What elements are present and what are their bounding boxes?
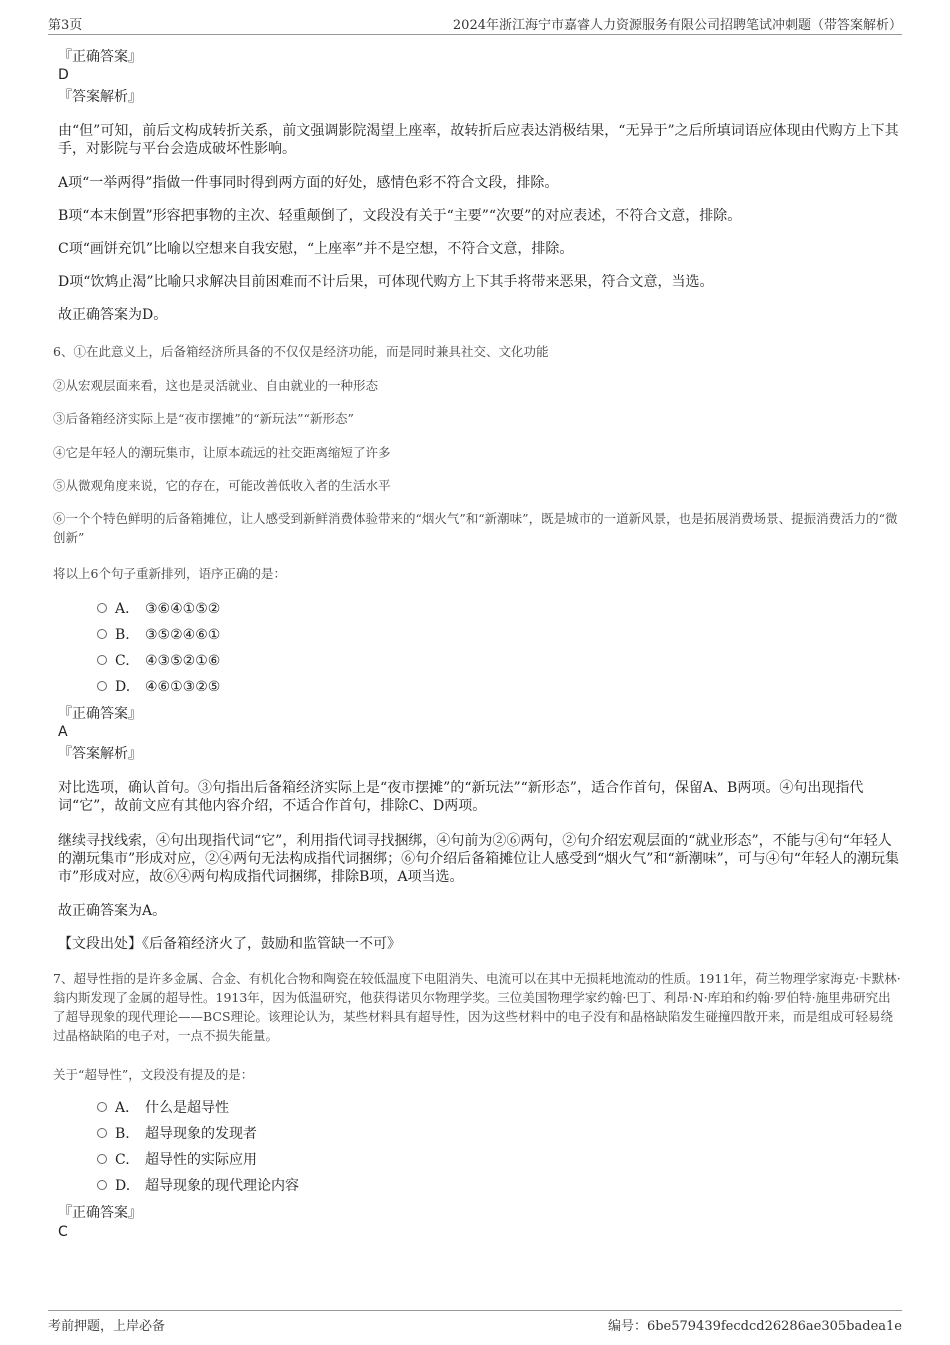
analysis-label: 『答案解析』 — [58, 746, 142, 762]
question-prompt: 关于“超导性”，文段没有提及的是： — [53, 1067, 254, 1082]
analysis-paragraph: D项“饮鸩止渴”比喻只求解决目前困难而不计后果，可体现代购方上下其手将带来恶果，符合文意，当选。 — [58, 274, 714, 290]
source-citation: 【文段出处】《后备箱经济火了，鼓励和监管缺一不可》 — [58, 936, 401, 952]
option-key: A． — [115, 601, 140, 617]
analysis-paragraph: A项“一举两得”指做一件事同时得到两方面的好处，感情色彩不符合文段，排除。 — [58, 175, 559, 191]
question-prompt: 将以上6个句子重新排列，语序正确的是： — [53, 566, 286, 581]
analysis-label: 『答案解析』 — [58, 89, 142, 105]
analysis-paragraph: 对比选项，确认首句。③句指出后备箱经济实际上是“夜市摆摊”的“新玩法”“新形态”，适合作首句，保留A、B两项。④句出现指代词“它”，故前文应有其他内容介绍，不适合作首句，排除C、D两项。 — [58, 780, 864, 814]
answer-label: 『正确答案』 — [58, 49, 142, 65]
analysis-paragraph: 继续寻找线索，④句出现指代词“它”，利用指代词寻找捆绑，④句前为②⑥两句，②句介绍宏观层面的“就业形态”，不能与④句“年轻人的潮玩集市”形成对应，②④两句无法构成指代词捆绑；⑥句介绍后备箱摊位让人感受到“烟火气”和“新潮味”，可与④句“年轻人的潮玩集市”形成对应，故⑥④两句构成指代词捆绑，排除B项，A项当选。 — [58, 833, 899, 885]
radio-icon[interactable] — [97, 1102, 107, 1112]
option-text: ④③⑤②①⑥ — [145, 653, 221, 669]
option-text: 超导现象的现代理论内容 — [145, 1178, 299, 1194]
answer-value: A — [58, 724, 68, 740]
option-key: D. — [115, 679, 131, 695]
footer-slogan: 考前押题，上岸必备 — [48, 1319, 166, 1334]
radio-icon[interactable] — [97, 629, 107, 639]
question-sentence: ⑤从微观角度来说，它的存在，可能改善低收入者的生活水平 — [53, 478, 391, 493]
answer-label: 『正确答案』 — [58, 706, 142, 722]
page-footer — [48, 1310, 902, 1339]
document-code: 编号：6be579439fecdcd26286ae305badea1e — [607, 1319, 902, 1334]
option-text: 超导现象的发现者 — [145, 1126, 257, 1142]
question-sentence: ④它是年轻人的潮玩集市，让原本疏远的社交距离缩短了许多 — [53, 445, 391, 460]
analysis-paragraph: B项“本末倒置”形容把事物的主次、轻重颠倒了，文段没有关于“主要”“次要”的对应表述，不符合文意，排除。 — [58, 208, 742, 224]
option-a[interactable] — [97, 1099, 229, 1117]
option-key: B. — [115, 627, 130, 643]
option-text: 什么是超导性 — [145, 1100, 229, 1116]
option-key: C. — [115, 1152, 130, 1168]
option-key: D. — [115, 1178, 131, 1194]
option-text: 超导性的实际应用 — [145, 1152, 257, 1168]
analysis-paragraph: C项“画饼充饥”比喻以空想来自我安慰，“上座率”并不是空想，不符合文意，排除。 — [58, 241, 574, 257]
question-sentence: ③后备箱经济实际上是“夜市摆摊”的“新玩法”“新形态” — [53, 411, 354, 426]
option-text: ③⑥④①⑤② — [145, 601, 221, 617]
option-c[interactable] — [97, 1151, 257, 1169]
radio-icon[interactable] — [97, 655, 107, 665]
option-text: ③⑤②④⑥① — [145, 627, 221, 643]
question-sentence: ②从宏观层面来看，这也是灵活就业、自由就业的一种形态 — [53, 378, 379, 393]
document-title: 2024年浙江海宁市嘉睿人力资源服务有限公司招聘笔试冲刺题（带答案解析） — [452, 18, 902, 33]
radio-icon[interactable] — [97, 681, 107, 691]
option-d[interactable] — [97, 678, 220, 696]
radio-icon[interactable] — [97, 1128, 107, 1138]
option-text: ④⑥①③②⑤ — [145, 679, 221, 695]
radio-icon[interactable] — [97, 603, 107, 613]
answer-value: C — [58, 1224, 68, 1240]
question-sentence: ⑥一个个特色鲜明的后备箱摊位，让人感受到新鲜消费体验带来的“烟火气”和“新潮味”，既是城市的一道新风景，也是拓展消费场景、提振消费活力的“微创新” — [53, 511, 898, 545]
page-number: 第3页 — [48, 18, 83, 33]
option-key: B. — [115, 1126, 130, 1142]
question-stem: 7、超导性指的是许多金属、合金、有机化合物和陶瓷在较低温度下电阻消失、电流可以在其中无损耗地流动的性质。1911年，荷兰物理学家海克·卡默林·翁内斯发现了金属的超导性。1913年，因为低温研究，他获得诺贝尔物理学奖。三位美国物理学家约翰·巴丁、利昂·N·库珀和约翰·罗伯特·施里弗研究出了超导现象的现代理论——BCS理论。该理论认为，某些材料具有超导性，因为这些材料中的电子没有和晶格缺陷发生碰撞四散开来，而是组成可轻易绕过晶格缺陷的电子对，一点不损失能量。 — [53, 971, 901, 1043]
answer-value: D — [58, 67, 69, 83]
page-header — [48, 14, 902, 35]
option-key: C. — [115, 653, 130, 669]
option-key: A． — [115, 1100, 140, 1116]
radio-icon[interactable] — [97, 1180, 107, 1190]
option-b[interactable] — [97, 626, 220, 644]
question-sentence: 6、①在此意义上，后备箱经济所具备的不仅仅是经济功能，而是同时兼具社交、文化功能 — [53, 344, 549, 359]
option-a[interactable] — [97, 600, 220, 618]
option-c[interactable] — [97, 652, 220, 670]
analysis-paragraph: 由“但”可知，前后文构成转折关系，前文强调影院渴望上座率，故转折后应表达消极结果，“无异于”之后所填词语应体现由代购方上下其手，对影院与平台会造成破坏性影响。 — [58, 123, 899, 157]
analysis-conclusion: 故正确答案为A。 — [58, 903, 167, 919]
radio-icon[interactable] — [97, 1154, 107, 1164]
answer-label: 『正确答案』 — [58, 1205, 142, 1221]
option-b[interactable] — [97, 1125, 257, 1143]
analysis-conclusion: 故正确答案为D。 — [58, 307, 168, 323]
option-d[interactable] — [97, 1177, 299, 1195]
